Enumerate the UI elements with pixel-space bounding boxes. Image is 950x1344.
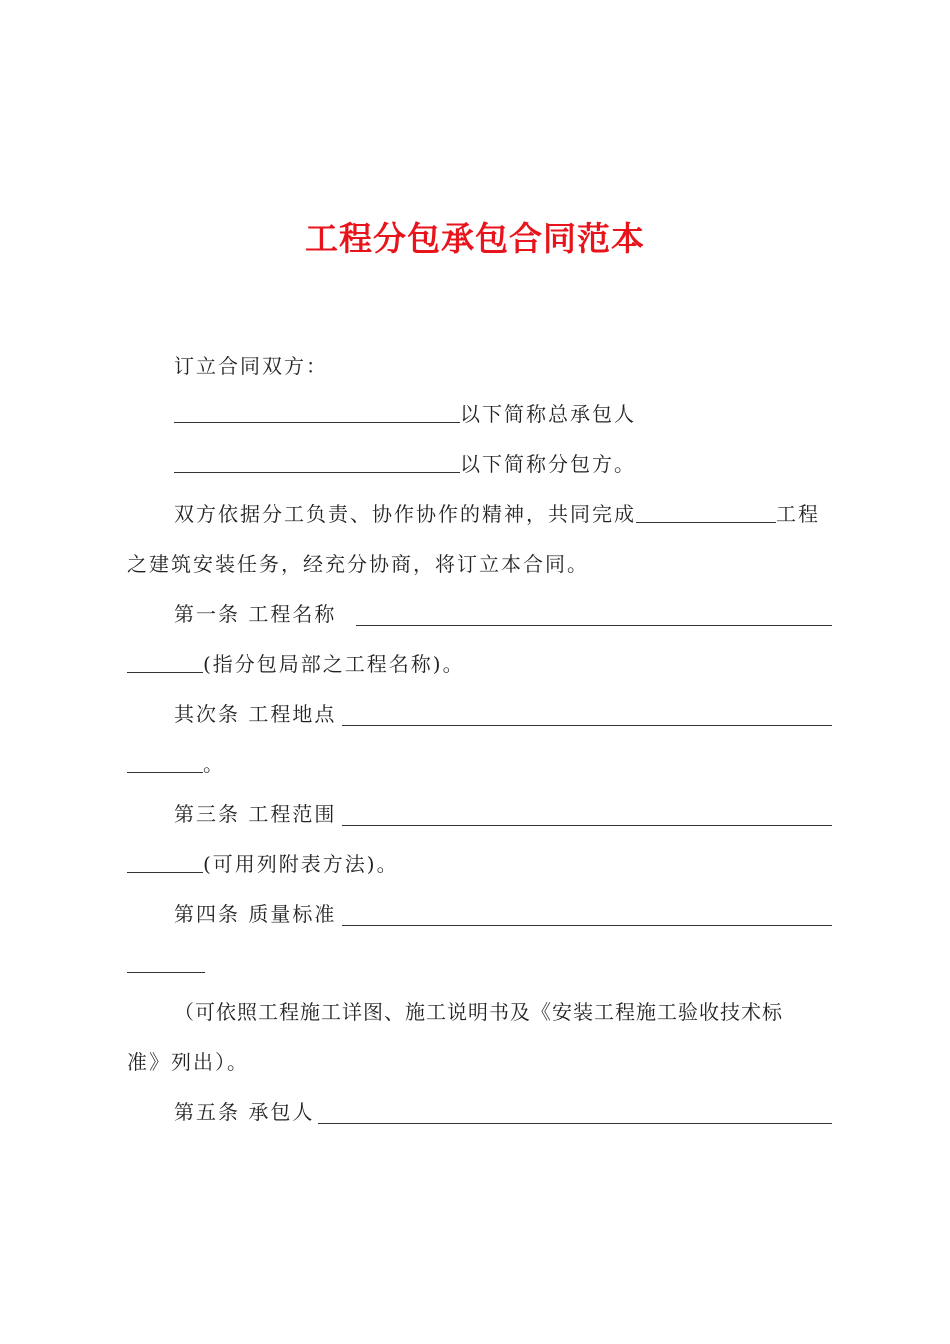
intro-line1 [174, 500, 820, 528]
article5-blank[interactable] [318, 1122, 832, 1124]
article2-blank-cont[interactable] [127, 752, 203, 773]
article1-note: (指分包局部之工程名称)。 [203, 652, 465, 676]
party1-blank[interactable] [174, 402, 460, 423]
party1-suffix: 以下简称总承包人 [460, 402, 636, 426]
article4-blank[interactable] [342, 924, 832, 926]
article4-note-line2: 准》列出）。 [127, 1050, 249, 1074]
article4-label: 第四条 质量标准 [174, 902, 337, 926]
intro-line2: 之建筑安装任务，经充分协商，将订立本合同。 [127, 552, 589, 576]
article3-label: 第三条 工程范围 [174, 802, 337, 826]
article4-note-line1: （可依照工程施工详图、施工说明书及《安装工程施工验收技术标 [174, 1000, 783, 1024]
parties-label: 订立合同双方： [174, 354, 328, 378]
article3-blank[interactable] [342, 824, 832, 826]
intro-text-project: 工程 [776, 502, 820, 526]
article1-label: 第一条 工程名称 [174, 602, 337, 626]
party2-suffix: 以下简称分包方。 [460, 452, 636, 476]
article1-blank[interactable] [356, 624, 832, 626]
party1-line [174, 400, 636, 428]
article2-label: 其次条 工程地点 [174, 702, 337, 726]
article3-line2 [127, 850, 399, 878]
article3-blank-cont[interactable] [127, 852, 203, 873]
party2-line [174, 450, 636, 478]
article3-note: (可用列附表方法)。 [203, 852, 399, 876]
intro-text-part1: 双方依据分工负责、协作协作的精神，共同完成 [174, 502, 636, 526]
project-name-blank[interactable] [636, 502, 776, 523]
article2-note: 。 [203, 752, 225, 776]
article2-line2 [127, 750, 225, 778]
article1-blank-cont[interactable] [127, 652, 203, 673]
article2-blank[interactable] [342, 724, 832, 726]
document-title: 工程分包承包合同范本 [305, 219, 645, 258]
article4-blank-cont[interactable] [127, 971, 205, 973]
article1-line2 [127, 650, 465, 678]
party2-blank[interactable] [174, 452, 460, 473]
article5-label: 第五条 承包人 [174, 1100, 315, 1124]
